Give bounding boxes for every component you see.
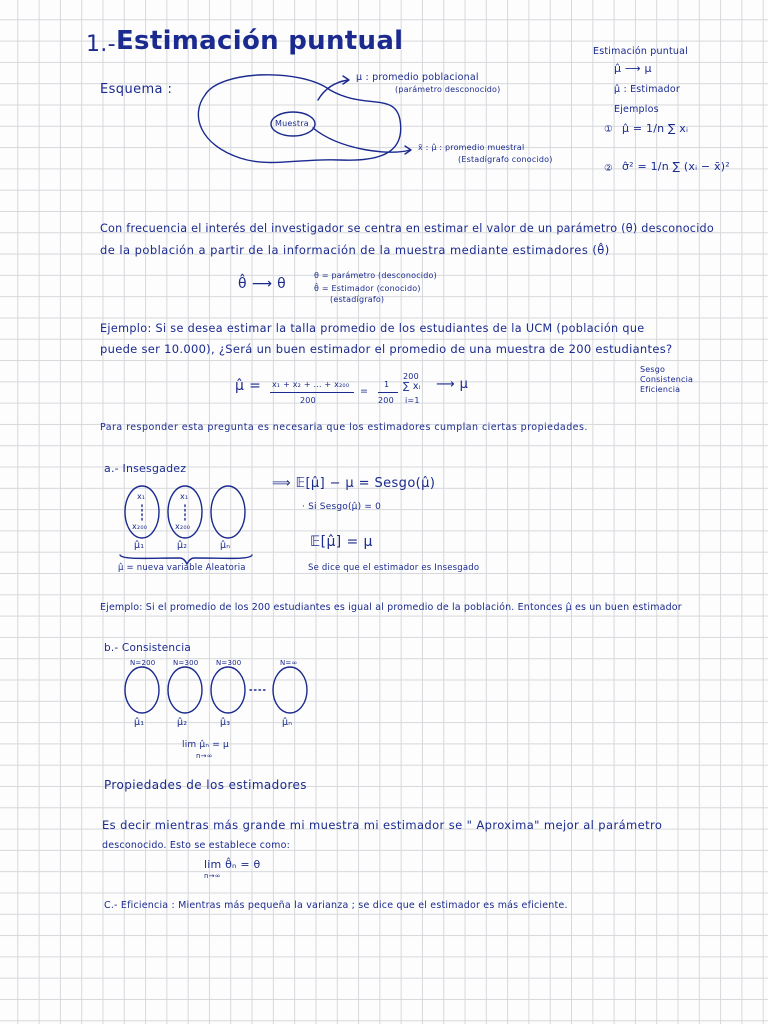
oval1-bottom: x₂₀₀ [132,522,148,531]
formula-sum-top: 200 [403,372,419,381]
mu-sub: (parámetro desconocido) [395,85,501,94]
title-number: 1.- [86,32,116,57]
ejemplo1-line-2: puede ser 10.000), ¿Será un buen estimador el promedio de una muestra de 200 estudiantes? [100,342,673,356]
mu-label: μ : promedio poblacional [356,72,479,83]
arrow-to-sample-mean [313,128,410,152]
sample-oval-3 [211,486,245,538]
expectation-equals-mu: 𝔼[μ̂] = μ [310,534,373,550]
mu-hat-1: μ̂₁ [134,540,145,551]
n-infinity: N=∞ [280,659,298,667]
ejemplo1-line-1: Ejemplo: Si se desea estimar la talla promedio de los estudiantes de la UCM (población que [100,322,645,335]
zero-bias-condition: · Si Sesgo(μ̂) = 0 [302,502,382,512]
consistency-oval-4 [273,667,307,713]
sidebox-ex1-num: ① [604,124,613,135]
cons-mu-hat-3: μ̂₃ [220,717,231,728]
formula-fraction-bar [270,392,354,393]
theta-arrow: θ̂ ⟶ θ [238,276,287,292]
sidebox-arrow-line: μ̂ ⟶ μ [614,62,652,75]
formula-numerator: x₁ + x₂ + ... + x₂₀₀ [272,380,350,389]
bias-definition: ⟹ 𝔼[μ̂] − μ = Sesgo(μ̂) [272,476,436,491]
theta-def-1: θ = parámetro (desconocido) [314,271,437,280]
formula-denominator: 200 [300,396,316,405]
consistency-oval-1 [125,667,159,713]
cons-mu-hat-1: μ̂₁ [134,717,145,728]
consistency-oval-3 [211,667,245,713]
n-300-a: N=300 [173,659,199,667]
es-decir-line-1: Es decir mientras más grande mi muestra mi estimador se " Aproxima" mejor al parámetro [102,818,663,832]
sidebox-ex2: σ̂² = 1/n ∑ (xᵢ − x̄)² [622,160,730,173]
oval1-top: x₁ [137,492,146,501]
formula-sum-bottom: i=1 [405,396,420,405]
ejemplo2: Ejemplo: Si el promedio de los 200 estudiantes es igual al promedio de la población. Entonces μ̂ es un buen estimador [100,602,682,613]
sidebox-estimator: μ̂ : Estimador [614,84,681,95]
random-variable-caption: μ̂ = nueva variable Aleatoria [118,563,246,573]
cons-mu-hat-2: μ̂₂ [177,717,188,728]
consistencia-title: b.- Consistencia [104,642,191,654]
cons-mu-hat-n: μ̂ₙ [282,717,293,728]
formula-sum: ∑ xᵢ [403,381,421,392]
es-decir-line-2: desconocido. Esto se establece como: [102,840,291,851]
para-responder: Para responder esta pregunta es necesaria que los estimadores cumplan ciertas propiedades. [100,422,588,433]
prop-eficiencia: Eficiencia [640,385,681,394]
formula-frac-den: 200 [378,396,394,405]
n-300-b: N=300 [216,659,242,667]
formula-rhs: ⟶ μ [436,377,469,392]
formula-frac-num: 1 [384,380,390,389]
n-200: N=200 [130,659,156,667]
theta-def-2: θ̂ = Estimador (conocido) [314,284,421,293]
unbiased-conclusion: Se dice que el estimador es Insesgado [308,563,480,573]
consistency-oval-2 [168,667,202,713]
page-title: Estimación puntual [116,26,404,56]
sidebox-ex1: μ̂ = 1/n ∑ xᵢ [622,122,689,135]
formula-eq: = [360,386,369,397]
insesgadez-title: a.- Insesgadez [104,462,187,475]
xbar-label: x̄ : μ̂ : promedio muestral [418,143,525,152]
oval2-top: x₁ [180,492,189,501]
consistency-limit-sub: n→∞ [196,752,213,760]
intro-line-2: de la población a partir de la información de la muestra mediante estimadores (θ̂) [100,243,610,257]
es-decir-limit: lim θ̂ₙ = θ [204,858,261,871]
esquema-label: Esquema : [100,82,173,97]
sidebox-ex2-num: ② [604,163,613,174]
intro-line-1: Con frecuencia el interés del investigador se centra en estimar el valor de un parámetro (θ) desconocido [100,222,714,235]
prop-consistencia: Consistencia [640,375,694,384]
propiedades-title: Propiedades de los estimadores [104,778,307,792]
formula-lhs: μ̂ = [235,378,262,394]
sample-label: Muestra [275,119,309,128]
consistency-limit: lim μ̂ₙ = μ [182,740,229,750]
sidebox-title: Estimación puntual [593,46,688,57]
formula-frac-bar [378,392,398,393]
mu-hat-2: μ̂₂ [177,540,188,551]
es-decir-limit-sub: n→∞ [204,872,221,880]
oval2-bottom: x₂₀₀ [175,522,191,531]
mu-hat-n: μ̂ₙ [220,540,231,551]
eficiencia: C.- Eficiencia : Mientras más pequeña la varianza ; se dice que el estimador es más eficiente. [104,900,568,911]
xbar-sub: (Estadígrafo conocido) [458,155,553,164]
prop-sesgo: Sesgo [640,365,666,374]
theta-def-3: (estadígrafo) [330,295,385,304]
sidebox-examples-title: Ejemplos [614,104,659,115]
